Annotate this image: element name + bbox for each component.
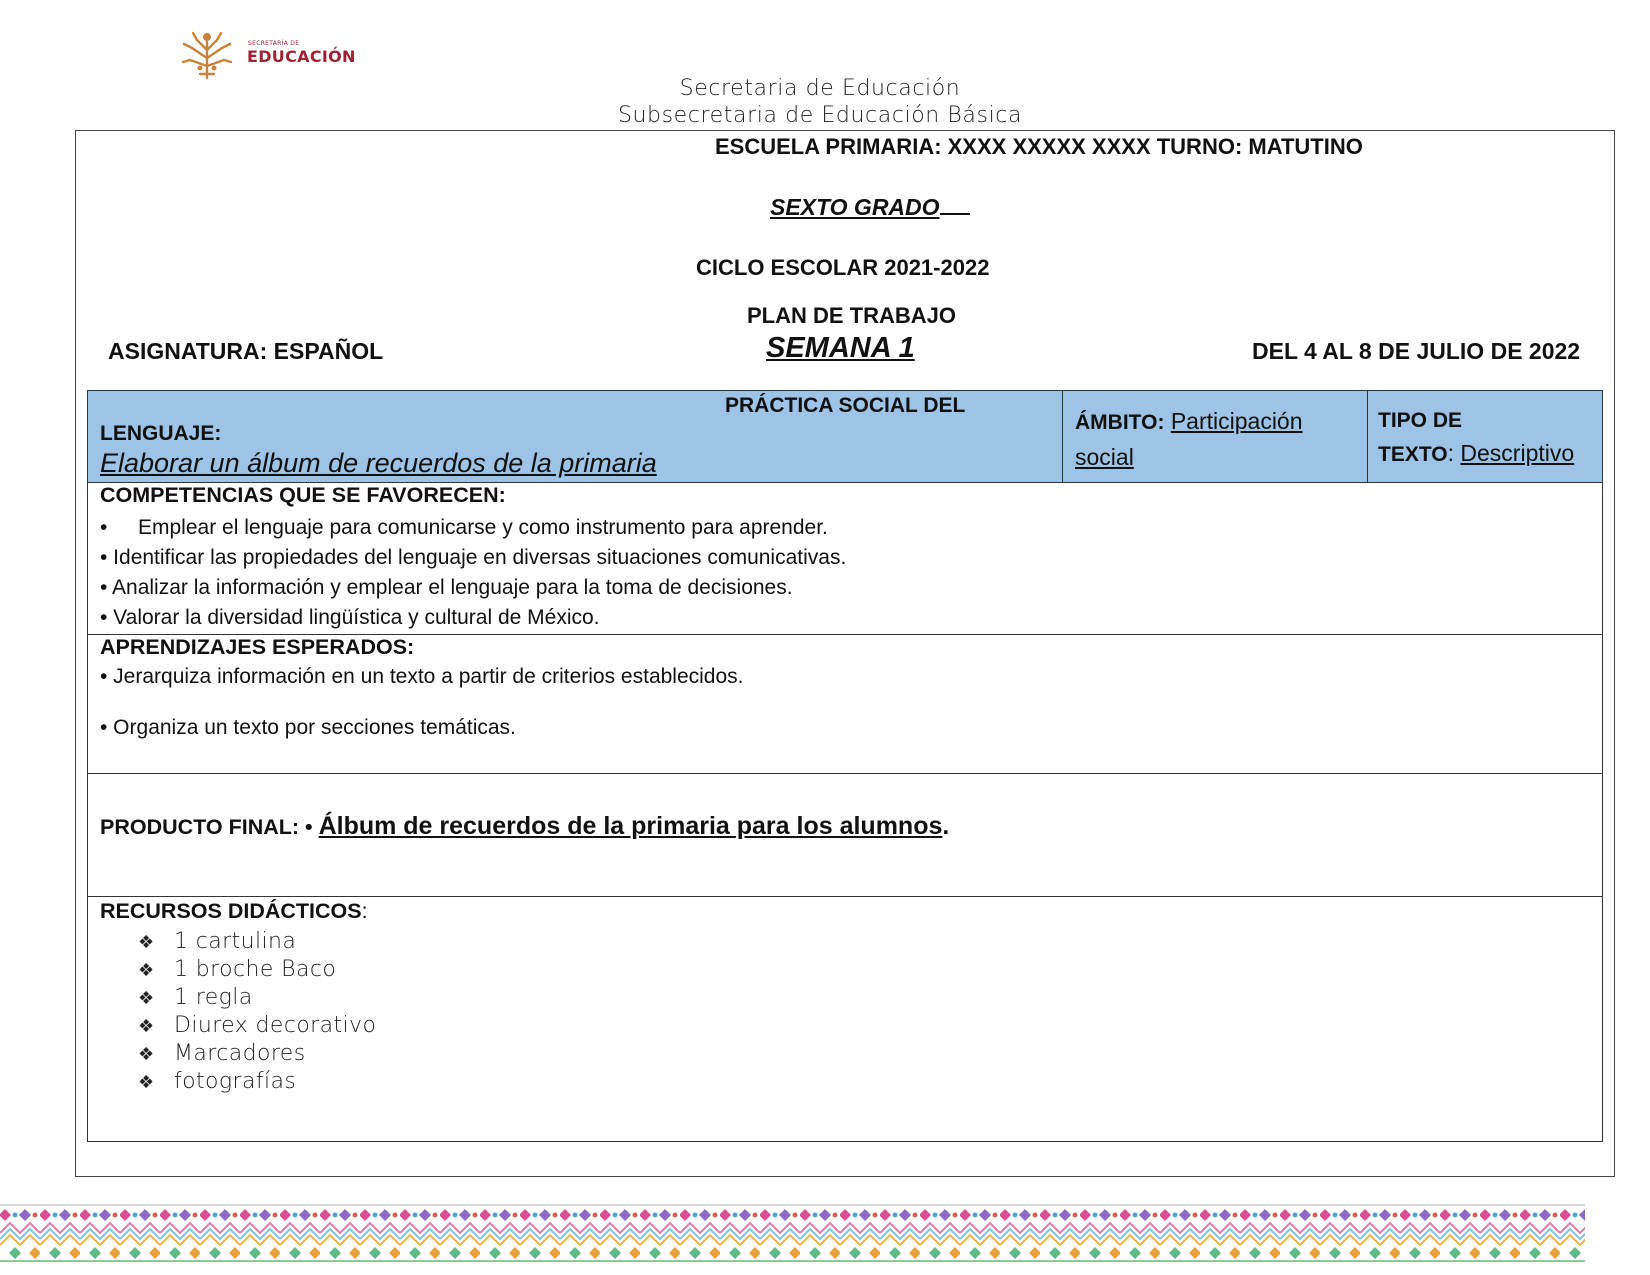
logo-title: EDUCACIÓN bbox=[247, 47, 356, 66]
header-subsecretaria: Subsecretaria de Educación Básica bbox=[617, 103, 1023, 128]
school-name: ESCUELA PRIMARIA: XXXX XXXXX XXXX TURNO: MATUTINO bbox=[715, 134, 1363, 159]
recurso-item bbox=[138, 985, 376, 1013]
lenguaje-label: LENGUAJE: bbox=[100, 422, 222, 445]
school-year: CICLO ESCOLAR 2021-2022 bbox=[696, 255, 990, 280]
recursos-title: RECURSOS DIDÁCTICOS bbox=[100, 899, 362, 923]
recurso-text: 1 cartulina bbox=[174, 929, 297, 954]
diamond-bullet-icon: ❖ bbox=[138, 988, 155, 1009]
logo-small-text: SECRETARÍA DE bbox=[248, 40, 300, 47]
recurso-item bbox=[138, 1069, 376, 1097]
bullet-icon: • bbox=[100, 516, 108, 539]
logo bbox=[180, 28, 360, 80]
aprendizajes-title: APRENDIZAJES ESPERADOS: bbox=[100, 635, 415, 659]
recurso-item bbox=[138, 929, 376, 957]
plan-table bbox=[87, 390, 1603, 1142]
competencia-text: Emplear el lenguaje para comunicarse y como instrumento para aprender. bbox=[138, 516, 828, 539]
competencia-item: • Analizar la información y emplear el lenguaje para la toma de decisiones. bbox=[100, 576, 793, 599]
diamond-bullet-icon: ❖ bbox=[138, 1072, 155, 1093]
grade-title bbox=[770, 194, 970, 221]
aprendizaje-item: • Organiza un texto por secciones temáticas. bbox=[100, 716, 516, 739]
producto-value: Álbum de recuerdos de la primaria para los alumnos bbox=[318, 812, 943, 840]
producto-final: PRODUCTO FINAL: • Álbum de recuerdos de la primaria para los alumnos. bbox=[100, 812, 950, 840]
aprendizajes-row bbox=[88, 635, 1602, 774]
ambito-block bbox=[1075, 404, 1365, 475]
recurso-text: 1 regla bbox=[174, 985, 253, 1010]
tipo-line: TEXTO: Descriptivo bbox=[1378, 440, 1575, 466]
plan-title: PLAN DE TRABAJO bbox=[747, 303, 957, 328]
diamond-bullet-icon: ❖ bbox=[138, 1016, 155, 1037]
date-range: DEL 4 AL 8 DE JULIO DE 2022 bbox=[1252, 338, 1581, 364]
tipo-block bbox=[1378, 404, 1604, 471]
tipo-label-2: TEXTO bbox=[1378, 443, 1448, 466]
ambito-value: Participación social bbox=[1075, 408, 1303, 470]
diamond-bullet-icon: ❖ bbox=[138, 932, 155, 953]
competencia-item: • Identificar las propiedades del lenguaje en diversas situaciones comunicativas. bbox=[100, 546, 847, 569]
recurso-item bbox=[138, 1041, 376, 1069]
competencia-item bbox=[100, 516, 828, 540]
education-emblem-icon bbox=[180, 28, 234, 80]
diamond-bullet-icon: ❖ bbox=[138, 960, 155, 981]
header-secretaria: Secretaria de Educación bbox=[679, 76, 961, 101]
producto-row bbox=[88, 774, 1602, 897]
practica-label: PRÁCTICA SOCIAL DEL bbox=[725, 394, 966, 417]
recurso-item bbox=[138, 957, 376, 985]
subject: ASIGNATURA: ESPAÑOL bbox=[108, 338, 384, 364]
header-row bbox=[88, 391, 1602, 483]
textile-pattern-border-icon bbox=[0, 1203, 1585, 1263]
practica-cell bbox=[88, 391, 1063, 482]
recurso-text: fotografías bbox=[174, 1069, 297, 1094]
tipo-label-1: TIPO DE bbox=[1378, 409, 1463, 432]
grade-underline bbox=[940, 213, 970, 215]
competencia-item: • Valorar la diversidad lingüística y cultural de México. bbox=[100, 606, 600, 629]
tipo-value: Descriptivo bbox=[1460, 440, 1575, 466]
producto-label: PRODUCTO FINAL: • bbox=[100, 815, 313, 839]
competencias-row bbox=[88, 483, 1602, 635]
diamond-bullet-icon: ❖ bbox=[138, 1044, 155, 1065]
recurso-text: Diurex decorativo bbox=[174, 1013, 377, 1038]
recurso-text: Marcadores bbox=[174, 1041, 306, 1066]
recurso-item bbox=[138, 1013, 376, 1041]
recursos-row bbox=[88, 897, 1602, 1141]
week-title: SEMANA 1 bbox=[766, 332, 915, 364]
practica-value: Elaborar un álbum de recuerdos de la primaria bbox=[100, 448, 657, 478]
recursos-list bbox=[138, 929, 376, 1097]
recurso-text: 1 broche Baco bbox=[174, 957, 337, 982]
aprendizaje-item: • Jerarquiza información en un texto a partir de criterios establecidos. bbox=[100, 665, 744, 688]
ambito-label: ÁMBITO: bbox=[1075, 411, 1165, 434]
grade-text: SEXTO GRADO bbox=[770, 194, 940, 220]
competencias-title: COMPETENCIAS QUE SE FAVORECEN: bbox=[100, 483, 506, 507]
recursos-heading: RECURSOS DIDÁCTICOS: bbox=[100, 899, 368, 923]
tipo-cell bbox=[1368, 391, 1604, 482]
ambito-cell bbox=[1063, 391, 1368, 482]
